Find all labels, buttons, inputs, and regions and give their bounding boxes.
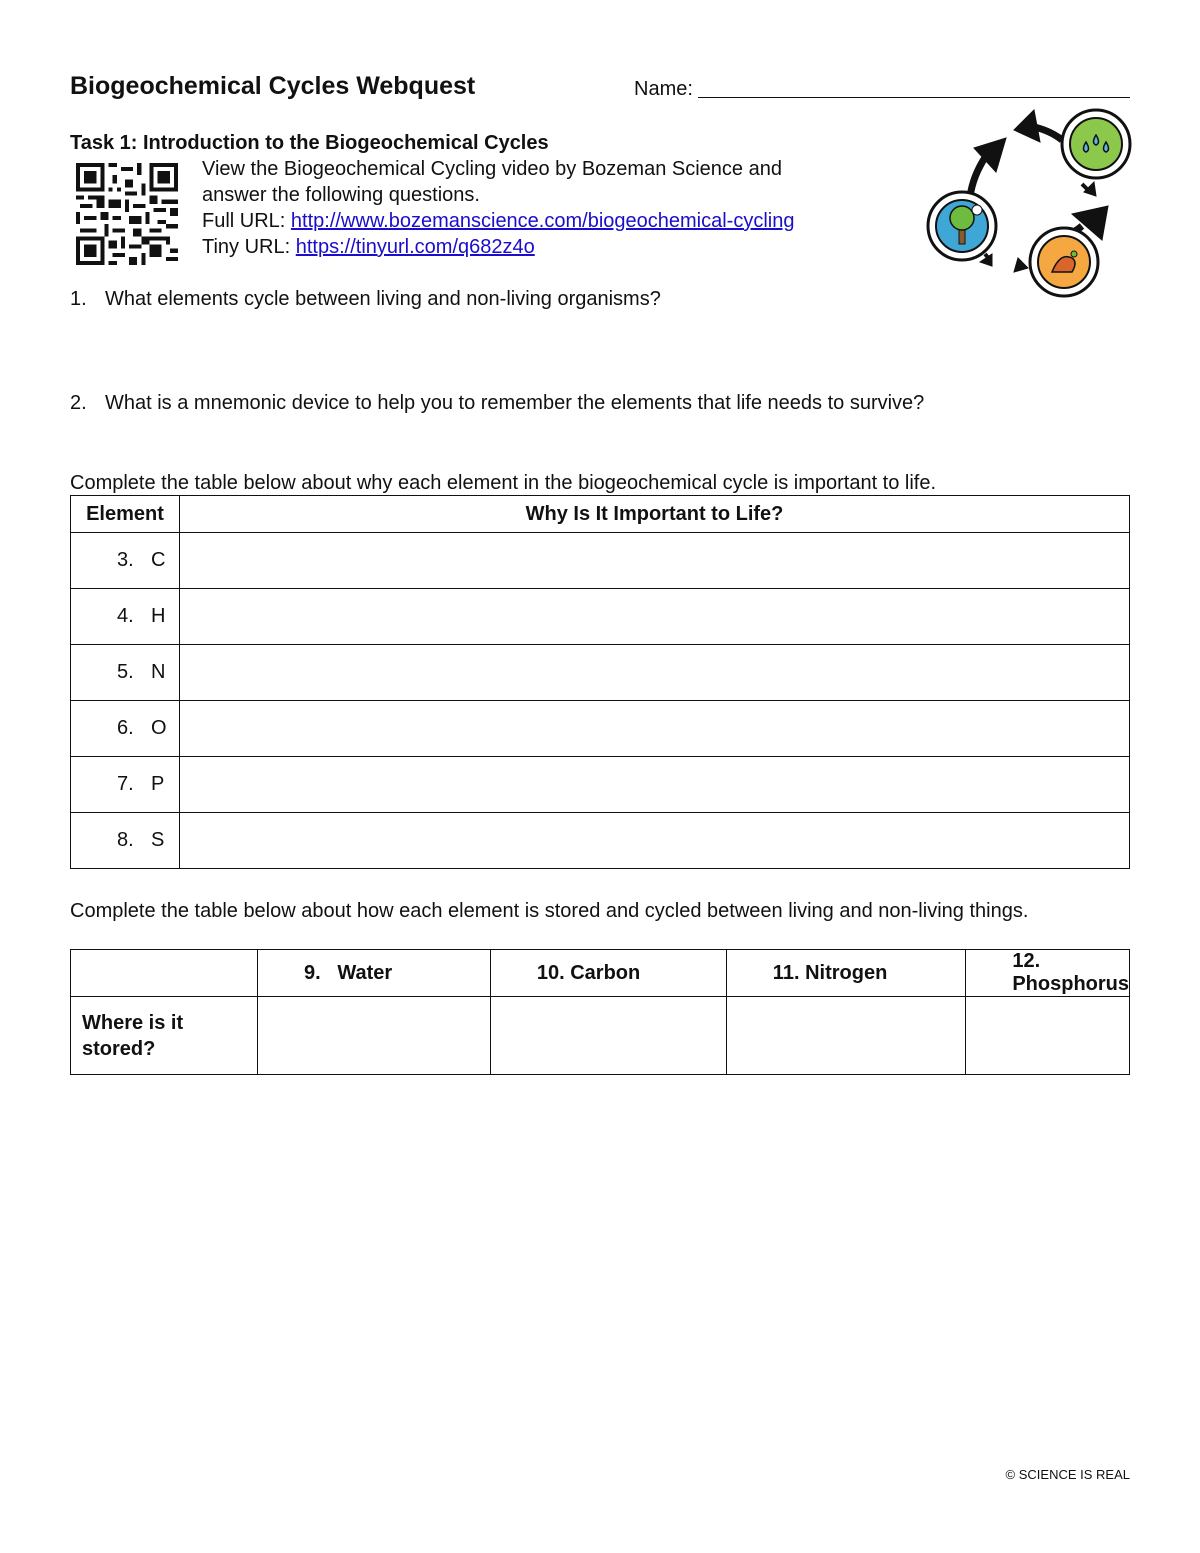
col-phosphorus [966, 950, 1130, 997]
tiny-url-row [202, 234, 794, 260]
question-1 [70, 288, 661, 311]
answer-cell[interactable] [966, 997, 1130, 1075]
col-why-important: Why Is It Important to Life? [180, 496, 1130, 533]
col-label: Phosphorus [1012, 973, 1129, 995]
col-label: Carbon [570, 961, 641, 984]
task1-instructions [202, 156, 794, 260]
corner-cell [71, 950, 258, 997]
table-header-row [71, 950, 1130, 997]
element-symbol: S [151, 829, 165, 851]
table-row [71, 645, 1130, 701]
tiny-url-link[interactable]: https://tinyurl.com/q682z4o [295, 236, 535, 258]
page-title: Biogeochemical Cycles Webquest [70, 72, 476, 100]
item-number: 4. [117, 605, 134, 627]
element-symbol: O [151, 717, 167, 739]
tiny-url-label: Tiny URL: [202, 236, 296, 258]
qr-code-icon [76, 162, 178, 266]
question-text: What is a mnemonic device to help you to remember the elements that life needs to survive? [105, 392, 925, 414]
item-number: 7. [117, 773, 134, 795]
answer-cell[interactable] [180, 813, 1130, 869]
answer-cell[interactable] [726, 997, 966, 1075]
element-cell [71, 813, 180, 869]
table-row [71, 997, 1130, 1075]
col-element: Element [71, 496, 180, 533]
table2-instruction: Complete the table below about how each element is stored and cycled between living and non-living things. [70, 900, 1029, 922]
name-field[interactable] [698, 97, 1130, 98]
answer-cell[interactable] [258, 997, 491, 1075]
item-number: 12. [1012, 950, 1041, 972]
question-number: 2. [70, 392, 87, 414]
element-storage-table [70, 949, 1130, 1075]
element-symbol: C [151, 549, 166, 571]
item-number: 3. [117, 549, 134, 571]
element-cell [71, 701, 180, 757]
element-cell [71, 589, 180, 645]
item-number: 6. [117, 717, 134, 739]
full-url-link[interactable]: http://www.bozemanscience.com/biogeochemical-cycling [290, 210, 795, 232]
name-label: Name: [634, 78, 693, 100]
answer-cell[interactable] [180, 701, 1130, 757]
full-url-label: Full URL: [202, 210, 291, 232]
item-number: 5. [117, 661, 134, 683]
question-text: What elements cycle between living and non-living organisms? [105, 288, 661, 310]
item-number: 11. [772, 961, 800, 984]
answer-cell[interactable] [180, 533, 1130, 589]
col-label: Water [337, 961, 393, 984]
question-2 [70, 392, 924, 415]
element-cell [71, 645, 180, 701]
item-number: 9. [304, 961, 321, 984]
intro-line1: View the Biogeochemical Cycling video by Bozeman Science and [202, 158, 782, 180]
element-importance-table [70, 495, 1130, 869]
element-symbol: H [151, 605, 166, 627]
intro-line2: answer the following questions. [202, 184, 480, 206]
col-label: Nitrogen [805, 961, 888, 984]
question-number: 1. [70, 288, 87, 310]
table1-instruction: Complete the table below about why each element in the biogeochemical cycle is important to life. [70, 472, 937, 494]
task1-heading: Task 1: Introduction to the Biogeochemical Cycles [70, 132, 549, 154]
element-cell [71, 757, 180, 813]
table-row [71, 701, 1130, 757]
answer-cell[interactable] [180, 589, 1130, 645]
table-row [71, 813, 1130, 869]
item-number: 10. [536, 961, 565, 984]
answer-cell[interactable] [490, 997, 726, 1075]
table-header-row [71, 496, 1130, 533]
col-nitrogen [726, 950, 966, 997]
full-url-row [202, 208, 794, 234]
table-row [71, 589, 1130, 645]
table-row [71, 533, 1130, 589]
col-carbon [490, 950, 726, 997]
biogeochemical-cycle-icon [922, 102, 1132, 302]
item-number: 8. [117, 829, 134, 851]
element-cell [71, 533, 180, 589]
copyright-footer: © SCIENCE IS REAL [1005, 1467, 1130, 1482]
element-symbol: P [151, 773, 165, 795]
row-label-where-stored: Where is it stored? [71, 997, 258, 1075]
table-row [71, 757, 1130, 813]
element-symbol: N [151, 661, 166, 683]
answer-cell[interactable] [180, 645, 1130, 701]
answer-cell[interactable] [180, 757, 1130, 813]
col-water [258, 950, 491, 997]
